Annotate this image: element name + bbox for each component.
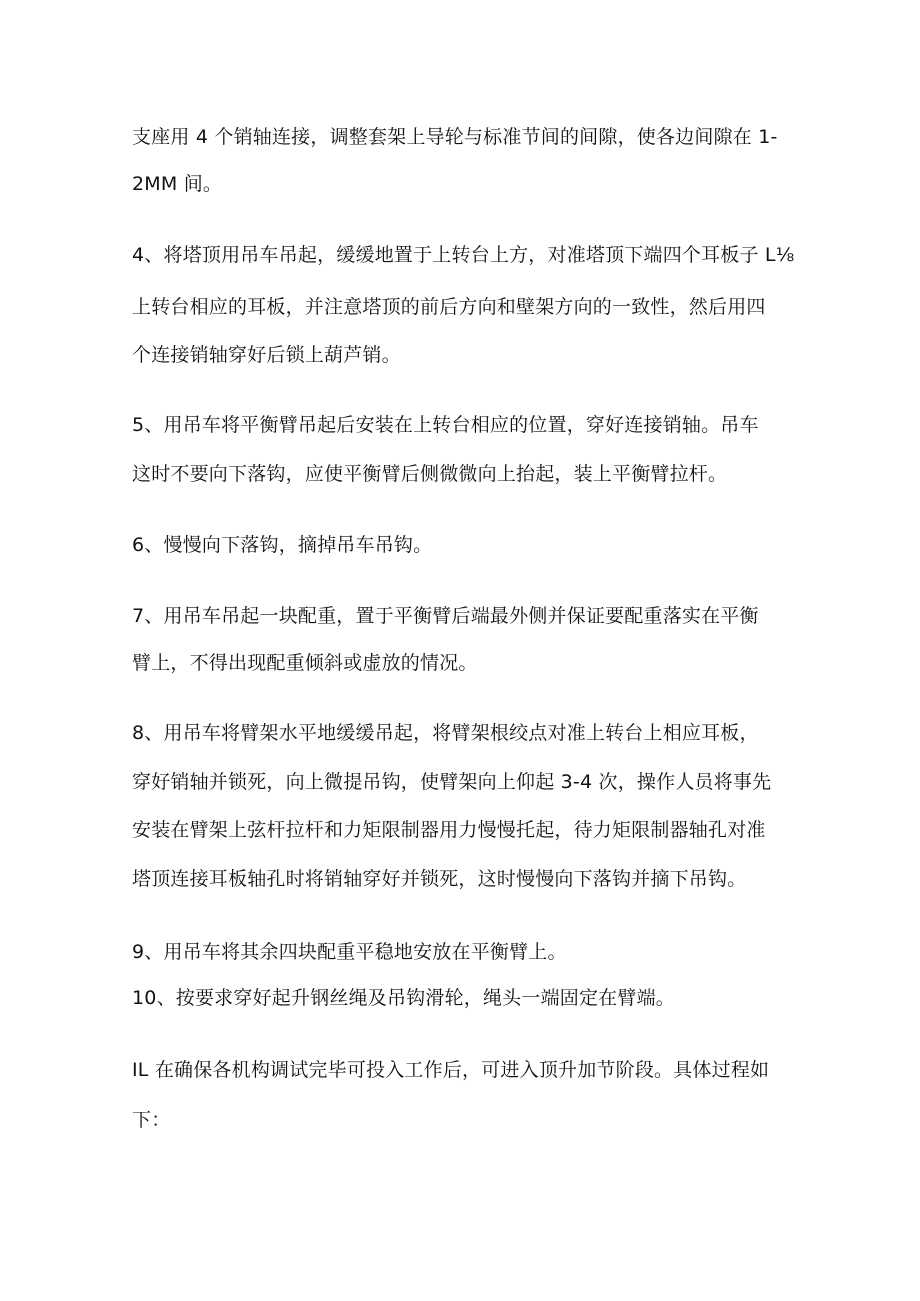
text-line: 这时不要向下落钩，应使平衡臂后侧微微向上抬起，装上平衡臂拉杆。 xyxy=(132,463,728,485)
text-line: 臂上，不得出现配重倾斜或虚放的情况。 xyxy=(132,652,478,674)
text-line: 6、慢慢向下落钩，摘掉吊车吊钩。 xyxy=(132,534,433,556)
text-line: 8、用吊车将臂架水平地缓缓吊起，将臂架根绞点对准上转台上相应耳板， xyxy=(132,722,759,744)
text-line: 2MM 间。 xyxy=(132,173,223,195)
text-line: 穿好销轴并锁死，向上微提吊钩，使臂架向上仰起 3-4 次，操作人员将事先 xyxy=(132,771,772,793)
text-line: 安装在臂架上弦杆拉杆和力矩限制器用力慢慢托起，待力矩限制器轴孔对准 xyxy=(132,819,766,841)
text-line: 上转台相应的耳板，并注意塔顶的前后方向和壁架方向的一致性，然后用四 xyxy=(132,296,766,318)
text-line: 5、用吊车将平衡臂吊起后安装在上转台相应的位置，穿好连接销轴。吊车 xyxy=(132,414,759,436)
text-line: 9、用吊车将其余四块配重平稳地安放在平衡臂上。 xyxy=(132,941,567,963)
text-line: 下： xyxy=(132,1109,171,1131)
text-line: IL 在确保各机构调试完毕可投入工作后，可进入顶升加节阶段。具体过程如 xyxy=(132,1059,770,1081)
text-line: 个连接销轴穿好后锁上葫芦销。 xyxy=(132,344,401,366)
text-line: 支座用 4 个销轴连接，调整套架上导轮与标准节间的间隙，使各边间隙在 1- xyxy=(132,126,778,148)
text-line: 10、按要求穿好起升钢丝绳及吊钩滑轮，绳头一端固定在臂端。 xyxy=(132,987,675,1009)
text-line: 4、将塔顶用吊车吊起，缓缓地置于上转台上方，对准塔顶下端四个耳板子 L⅛ xyxy=(132,244,795,266)
text-line: 7、用吊车吊起一块配重，置于平衡臂后端最外侧并保证要配重落实在平衡 xyxy=(132,605,759,627)
text-line: 塔顶连接耳板轴孔时将销轴穿好并锁死，这时慢慢向下落钩并摘下吊钩。 xyxy=(132,868,747,890)
